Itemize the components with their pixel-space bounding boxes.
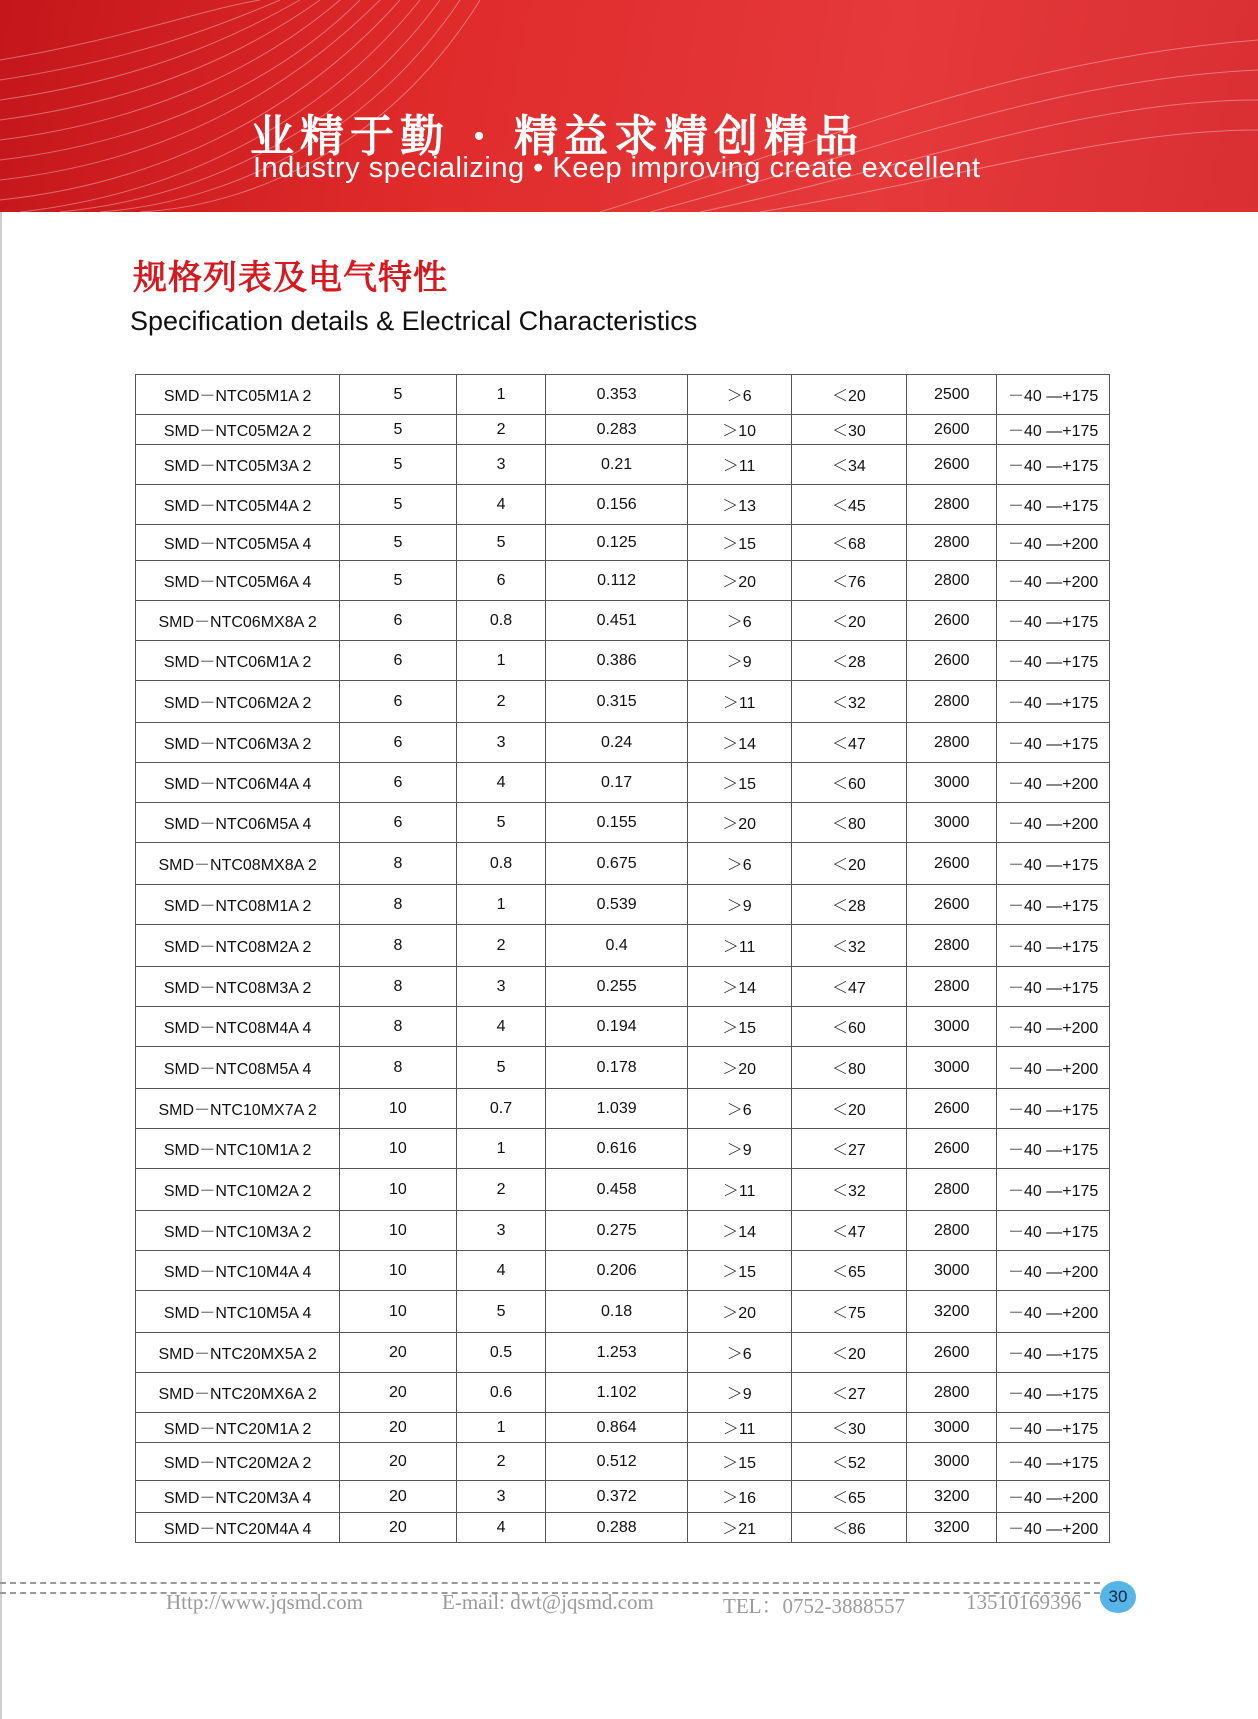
table-cell: SMD－NTC06M2A 2 <box>136 681 340 723</box>
table-cell: 3 <box>456 1481 546 1513</box>
table-cell: SMD－NTC05M1A 2 <box>136 375 340 415</box>
table-cell: 3000 <box>907 763 997 803</box>
table-cell: 3200 <box>907 1291 997 1333</box>
table-cell: 6 <box>340 723 456 763</box>
table-cell: 0.178 <box>546 1047 687 1089</box>
table-cell: ＞15 <box>687 1251 791 1291</box>
table-cell: 10 <box>340 1129 456 1169</box>
table-cell: SMD－NTC06M3A 2 <box>136 723 340 763</box>
table-row <box>136 415 1110 445</box>
table-cell: －40 —+200 <box>997 1291 1110 1333</box>
table-cell: ＜60 <box>791 1007 907 1047</box>
table-cell: ＞9 <box>687 1129 791 1169</box>
table-cell: ＞20 <box>687 1291 791 1333</box>
section-title-chinese: 规格列表及电气特性 <box>133 258 448 298</box>
table-row <box>136 843 1110 885</box>
table-cell: 0.206 <box>546 1251 687 1291</box>
table-cell: －40 —+175 <box>997 601 1110 641</box>
footer-email[interactable]: E-mail: dwt@jqsmd.com <box>442 1590 654 1614</box>
table-cell: 0.7 <box>456 1089 546 1129</box>
table-cell: ＜65 <box>791 1251 907 1291</box>
section-title-english: Specification details & Electrical Characteristics <box>130 306 698 336</box>
table-cell: 8 <box>340 1007 456 1047</box>
table-cell: ＞11 <box>687 1413 791 1443</box>
table-cell: ＜32 <box>791 1169 907 1211</box>
table-cell: 20 <box>340 1333 456 1373</box>
table-row <box>136 1443 1110 1481</box>
table-row <box>136 525 1110 561</box>
table-cell: ＜65 <box>791 1481 907 1513</box>
table-cell: SMD－NTC10M3A 2 <box>136 1211 340 1251</box>
table-cell: ＜34 <box>791 445 907 485</box>
table-cell: －40 —+175 <box>997 1211 1110 1251</box>
table-cell: －40 —+200 <box>997 1251 1110 1291</box>
table-row <box>136 375 1110 415</box>
table-cell: 6 <box>340 601 456 641</box>
table-cell: －40 —+175 <box>997 485 1110 525</box>
table-cell: SMD－NTC20MX6A 2 <box>136 1373 340 1413</box>
table-row <box>136 1089 1110 1129</box>
table-row <box>136 1251 1110 1291</box>
table-cell: ＞9 <box>687 641 791 681</box>
table-cell: ＜30 <box>791 1413 907 1443</box>
table-cell: 2800 <box>907 723 997 763</box>
table-cell: 0.8 <box>456 843 546 885</box>
table-cell: 10 <box>340 1169 456 1211</box>
table-cell: SMD－NTC05M6A 4 <box>136 561 340 601</box>
table-cell: 20 <box>340 1443 456 1481</box>
table-row <box>136 723 1110 763</box>
table-cell: －40 —+175 <box>997 1333 1110 1373</box>
table-cell: －40 —+200 <box>997 1513 1110 1543</box>
table-row <box>136 803 1110 843</box>
table-cell: －40 —+175 <box>997 967 1110 1007</box>
table-cell: SMD－NTC10M1A 2 <box>136 1129 340 1169</box>
table-cell: ＜20 <box>791 601 907 641</box>
table-cell: ＜80 <box>791 1047 907 1089</box>
table-row <box>136 1481 1110 1513</box>
table-cell: SMD－NTC10M5A 4 <box>136 1291 340 1333</box>
table-cell: SMD－NTC08M2A 2 <box>136 925 340 967</box>
table-cell: ＞11 <box>687 1169 791 1211</box>
table-cell: 0.512 <box>546 1443 687 1481</box>
table-cell: 3200 <box>907 1481 997 1513</box>
table-cell: SMD－NTC05M3A 2 <box>136 445 340 485</box>
table-cell: 6 <box>340 681 456 723</box>
table-cell: 0.616 <box>546 1129 687 1169</box>
table-cell: 2 <box>456 1169 546 1211</box>
table-row <box>136 641 1110 681</box>
table-cell: 0.675 <box>546 843 687 885</box>
specification-table-body <box>136 375 1110 1543</box>
table-cell: SMD－NTC10MX7A 2 <box>136 1089 340 1129</box>
table-cell: 0.8 <box>456 601 546 641</box>
table-cell: ＞21 <box>687 1513 791 1543</box>
table-cell: 5 <box>340 375 456 415</box>
table-cell: 20 <box>340 1513 456 1543</box>
table-cell: －40 —+175 <box>997 1169 1110 1211</box>
table-cell: ＜80 <box>791 803 907 843</box>
table-cell: ＜20 <box>791 1333 907 1373</box>
table-cell: 2800 <box>907 561 997 601</box>
footer-telephone: TEL：0752-3888557 <box>723 1594 905 1618</box>
table-cell: 0.255 <box>546 967 687 1007</box>
table-cell: 10 <box>340 1211 456 1251</box>
table-cell: ＜20 <box>791 1089 907 1129</box>
table-cell: ＜32 <box>791 681 907 723</box>
table-cell: 4 <box>456 1007 546 1047</box>
table-cell: 0.451 <box>546 601 687 641</box>
table-cell: ＞15 <box>687 525 791 561</box>
table-cell: 20 <box>340 1373 456 1413</box>
table-cell: ＞11 <box>687 445 791 485</box>
page-edge-line <box>0 212 2 1719</box>
table-row <box>136 1333 1110 1373</box>
table-cell: 6 <box>340 803 456 843</box>
table-cell: 10 <box>340 1251 456 1291</box>
table-cell: －40 —+200 <box>997 1007 1110 1047</box>
table-cell: 0.315 <box>546 681 687 723</box>
footer-mobile: 13510169396 <box>966 1590 1082 1614</box>
table-cell: ＞14 <box>687 1211 791 1251</box>
table-cell: ＞11 <box>687 925 791 967</box>
table-cell: 6 <box>340 763 456 803</box>
table-row <box>136 485 1110 525</box>
table-cell: SMD－NTC06M1A 2 <box>136 641 340 681</box>
table-cell: ＜76 <box>791 561 907 601</box>
table-cell: 1 <box>456 1129 546 1169</box>
table-cell: ＜86 <box>791 1513 907 1543</box>
table-cell: 2600 <box>907 415 997 445</box>
table-cell: 3 <box>456 967 546 1007</box>
table-cell: 1 <box>456 1413 546 1443</box>
table-cell: ＞9 <box>687 885 791 925</box>
header-banner <box>0 0 1258 212</box>
table-cell: 3200 <box>907 1513 997 1543</box>
table-cell: 2800 <box>907 1211 997 1251</box>
table-cell: ＜20 <box>791 375 907 415</box>
table-cell: 0.864 <box>546 1413 687 1443</box>
table-cell: 0.283 <box>546 415 687 445</box>
table-cell: 5 <box>456 525 546 561</box>
table-cell: 2800 <box>907 1169 997 1211</box>
table-cell: －40 —+175 <box>997 641 1110 681</box>
table-cell: SMD－NTC08M5A 4 <box>136 1047 340 1089</box>
table-cell: ＞13 <box>687 485 791 525</box>
table-row <box>136 1007 1110 1047</box>
table-row <box>136 601 1110 641</box>
table-cell: 2800 <box>907 485 997 525</box>
table-cell: 6 <box>340 641 456 681</box>
table-cell: 5 <box>456 1047 546 1089</box>
table-cell: ＞9 <box>687 1373 791 1413</box>
table-cell: 10 <box>340 1291 456 1333</box>
table-cell: －40 —+175 <box>997 1413 1110 1443</box>
table-cell: ＜47 <box>791 1211 907 1251</box>
table-row <box>136 1169 1110 1211</box>
table-cell: ＜47 <box>791 723 907 763</box>
table-cell: 0.353 <box>546 375 687 415</box>
table-cell: 0.125 <box>546 525 687 561</box>
table-cell: 0.386 <box>546 641 687 681</box>
table-row <box>136 445 1110 485</box>
table-cell: 0.4 <box>546 925 687 967</box>
table-cell: ＞15 <box>687 763 791 803</box>
table-cell: 0.458 <box>546 1169 687 1211</box>
table-cell: 3 <box>456 1211 546 1251</box>
table-row <box>136 1129 1110 1169</box>
table-cell: 0.539 <box>546 885 687 925</box>
table-cell: ＞6 <box>687 601 791 641</box>
table-cell: 8 <box>340 967 456 1007</box>
table-cell: －40 —+200 <box>997 525 1110 561</box>
table-cell: －40 —+200 <box>997 561 1110 601</box>
specification-table <box>135 374 1110 1543</box>
table-cell: 0.17 <box>546 763 687 803</box>
table-cell: 4 <box>456 1513 546 1543</box>
table-cell: 20 <box>340 1413 456 1443</box>
table-cell: 5 <box>340 485 456 525</box>
table-cell: －40 —+175 <box>997 1089 1110 1129</box>
table-cell: 2800 <box>907 1373 997 1413</box>
table-cell: 0.194 <box>546 1007 687 1047</box>
table-cell: 0.288 <box>546 1513 687 1543</box>
table-cell: 2800 <box>907 925 997 967</box>
table-cell: ＞11 <box>687 681 791 723</box>
table-cell: 8 <box>340 1047 456 1089</box>
table-cell: 2800 <box>907 681 997 723</box>
table-cell: 0.5 <box>456 1333 546 1373</box>
table-cell: 3000 <box>907 1251 997 1291</box>
table-cell: ＞6 <box>687 843 791 885</box>
table-cell: 1 <box>456 375 546 415</box>
page-number-badge: 30 <box>1100 1581 1136 1613</box>
table-cell: ＞20 <box>687 1047 791 1089</box>
table-cell: 8 <box>340 885 456 925</box>
table-cell: SMD－NTC10M4A 4 <box>136 1251 340 1291</box>
table-cell: 0.372 <box>546 1481 687 1513</box>
table-cell: SMD－NTC20M4A 4 <box>136 1513 340 1543</box>
table-cell: SMD－NTC06M4A 4 <box>136 763 340 803</box>
table-cell: －40 —+200 <box>997 803 1110 843</box>
table-cell: －40 —+175 <box>997 375 1110 415</box>
table-row <box>136 561 1110 601</box>
table-row <box>136 885 1110 925</box>
table-cell: ＞14 <box>687 723 791 763</box>
table-cell: SMD－NTC20M2A 2 <box>136 1443 340 1481</box>
table-cell: ＜32 <box>791 925 907 967</box>
table-cell: －40 —+175 <box>997 1443 1110 1481</box>
table-cell: 5 <box>340 445 456 485</box>
table-cell: 0.275 <box>546 1211 687 1251</box>
table-cell: SMD－NTC08MX8A 2 <box>136 843 340 885</box>
table-cell: ＜20 <box>791 843 907 885</box>
table-cell: ＜30 <box>791 415 907 445</box>
table-cell: 2600 <box>907 843 997 885</box>
table-cell: 4 <box>456 1251 546 1291</box>
table-cell: 0.6 <box>456 1373 546 1413</box>
table-cell: SMD－NTC06M5A 4 <box>136 803 340 843</box>
table-cell: －40 —+175 <box>997 1373 1110 1413</box>
table-cell: 2600 <box>907 601 997 641</box>
table-cell: 5 <box>456 803 546 843</box>
table-cell: －40 —+175 <box>997 925 1110 967</box>
table-cell: ＞6 <box>687 1089 791 1129</box>
table-cell: 2 <box>456 415 546 445</box>
table-cell: ＞20 <box>687 561 791 601</box>
table-cell: 0.18 <box>546 1291 687 1333</box>
table-cell: －40 —+175 <box>997 885 1110 925</box>
table-cell: ＜52 <box>791 1443 907 1481</box>
table-cell: －40 —+175 <box>997 843 1110 885</box>
table-cell: SMD－NTC20M3A 4 <box>136 1481 340 1513</box>
table-cell: 2600 <box>907 1089 997 1129</box>
table-cell: －40 —+200 <box>997 1481 1110 1513</box>
table-row <box>136 1291 1110 1333</box>
table-cell: ＞16 <box>687 1481 791 1513</box>
table-cell: 1 <box>456 641 546 681</box>
table-cell: ＞14 <box>687 967 791 1007</box>
table-cell: 1.253 <box>546 1333 687 1373</box>
table-cell: ＞10 <box>687 415 791 445</box>
table-row <box>136 681 1110 723</box>
table-cell: 3000 <box>907 1047 997 1089</box>
table-cell: 2800 <box>907 967 997 1007</box>
table-cell: 3000 <box>907 1443 997 1481</box>
table-cell: SMD－NTC08M3A 2 <box>136 967 340 1007</box>
table-cell: 6 <box>456 561 546 601</box>
table-cell: 2 <box>456 1443 546 1481</box>
table-cell: 5 <box>340 415 456 445</box>
table-cell: 5 <box>456 1291 546 1333</box>
table-cell: SMD－NTC08M1A 2 <box>136 885 340 925</box>
table-cell: 8 <box>340 843 456 885</box>
table-row <box>136 1211 1110 1251</box>
table-cell: 10 <box>340 1089 456 1129</box>
table-cell: －40 —+200 <box>997 763 1110 803</box>
table-cell: 2 <box>456 925 546 967</box>
table-cell: ＜27 <box>791 1129 907 1169</box>
table-cell: 0.155 <box>546 803 687 843</box>
table-cell: 5 <box>340 525 456 561</box>
slogan-chinese: 业精于勤 · 精益求精创精品 <box>250 111 864 162</box>
table-cell: －40 —+175 <box>997 415 1110 445</box>
table-cell: ＞6 <box>687 375 791 415</box>
table-cell: ＜28 <box>791 885 907 925</box>
table-cell: ＜60 <box>791 763 907 803</box>
table-cell: SMD－NTC06MX8A 2 <box>136 601 340 641</box>
table-cell: ＞15 <box>687 1443 791 1481</box>
table-cell: 1.102 <box>546 1373 687 1413</box>
table-cell: －40 —+175 <box>997 445 1110 485</box>
table-cell: SMD－NTC20MX5A 2 <box>136 1333 340 1373</box>
table-cell: ＜47 <box>791 967 907 1007</box>
table-row <box>136 1513 1110 1543</box>
table-cell: 2800 <box>907 525 997 561</box>
table-cell: 2500 <box>907 375 997 415</box>
table-cell: 3 <box>456 445 546 485</box>
table-cell: 1.039 <box>546 1089 687 1129</box>
table-row <box>136 763 1110 803</box>
table-cell: SMD－NTC05M5A 4 <box>136 525 340 561</box>
table-row <box>136 967 1110 1007</box>
table-cell: SMD－NTC20M1A 2 <box>136 1413 340 1443</box>
table-cell: ＞15 <box>687 1007 791 1047</box>
table-cell: －40 —+175 <box>997 723 1110 763</box>
table-cell: 2 <box>456 681 546 723</box>
table-cell: 2600 <box>907 1129 997 1169</box>
table-cell: 1 <box>456 885 546 925</box>
table-cell: 3000 <box>907 803 997 843</box>
table-cell: SMD－NTC05M2A 2 <box>136 415 340 445</box>
table-cell: 3000 <box>907 1007 997 1047</box>
table-cell: 0.24 <box>546 723 687 763</box>
table-row <box>136 925 1110 967</box>
table-cell: －40 —+175 <box>997 681 1110 723</box>
table-cell: 8 <box>340 925 456 967</box>
table-cell: 5 <box>340 561 456 601</box>
table-cell: 2600 <box>907 885 997 925</box>
table-cell: 3000 <box>907 1413 997 1443</box>
table-cell: ＞20 <box>687 803 791 843</box>
table-cell: 3 <box>456 723 546 763</box>
table-cell: ＜45 <box>791 485 907 525</box>
table-cell: SMD－NTC08M4A 4 <box>136 1007 340 1047</box>
table-row <box>136 1413 1110 1443</box>
table-row <box>136 1047 1110 1089</box>
table-cell: ＜28 <box>791 641 907 681</box>
table-cell: －40 —+175 <box>997 1129 1110 1169</box>
table-cell: 2600 <box>907 641 997 681</box>
table-cell: ＜27 <box>791 1373 907 1413</box>
table-cell: 2600 <box>907 445 997 485</box>
table-cell: 0.112 <box>546 561 687 601</box>
table-cell: 20 <box>340 1481 456 1513</box>
table-cell: SMD－NTC10M2A 2 <box>136 1169 340 1211</box>
table-cell: ＜68 <box>791 525 907 561</box>
table-cell: －40 —+200 <box>997 1047 1110 1089</box>
table-cell: 0.156 <box>546 485 687 525</box>
footer-website[interactable]: Http://www.jqsmd.com <box>166 1590 363 1614</box>
table-row <box>136 1373 1110 1413</box>
table-cell: 0.21 <box>546 445 687 485</box>
slogan-english: Industry specializing • Keep improving create excellent <box>253 152 981 184</box>
table-cell: 4 <box>456 485 546 525</box>
table-cell: ＞6 <box>687 1333 791 1373</box>
table-cell: ＜75 <box>791 1291 907 1333</box>
table-cell: SMD－NTC05M4A 2 <box>136 485 340 525</box>
table-cell: 4 <box>456 763 546 803</box>
table-cell: 2600 <box>907 1333 997 1373</box>
